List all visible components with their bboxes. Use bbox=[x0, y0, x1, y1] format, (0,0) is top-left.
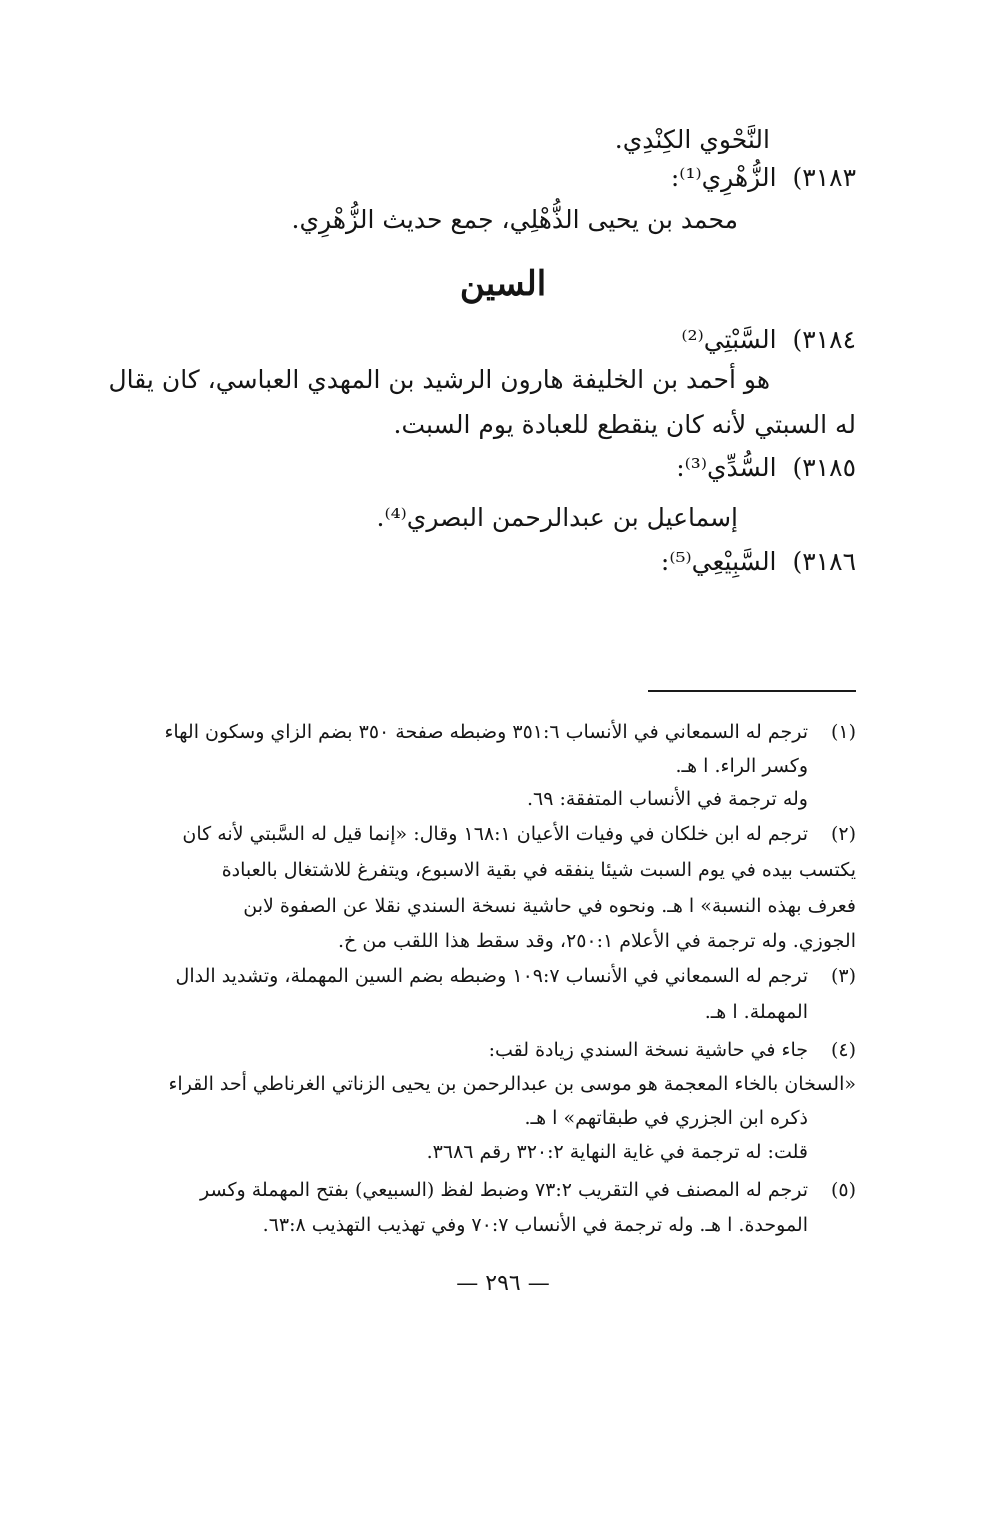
entry-3183 bbox=[671, 160, 856, 196]
body-line-3184-text-1: هو أحمد بن الخليفة هارون الرشيد بن المهدي العباسي، كان يقال bbox=[108, 365, 770, 394]
footnote-2-line-3: فعرف بهذه النسبة» ا هـ. ونحوه في حاشية نسخة السندي نقلا عن الصفوة لابن bbox=[243, 895, 856, 917]
footnote-1-line-3: وله ترجمة في الأنساب المتفقة: ٦٩. bbox=[526, 788, 808, 810]
footnote-3-line-2: المهملة. ا هـ. bbox=[704, 1001, 808, 1023]
footnote-2-line-2: يكتسب بيده في يوم السبت شيئا ينفقه في بقية الاسبوع، ويتفرغ للاشتغال بالعبادة bbox=[221, 859, 856, 881]
footnote-5-line-2: الموحدة. ا هـ. وله ترجمة في الأنساب ٧٠:٧ وفي تهذيب التهذيب ٦٣:٨. bbox=[262, 1214, 808, 1236]
footnote-number: (١) bbox=[830, 721, 856, 743]
footnote-number: (٥) bbox=[830, 1179, 856, 1201]
entry-3185 bbox=[676, 450, 856, 486]
footnote-separator bbox=[648, 690, 856, 692]
footnote-number: (٤) bbox=[830, 1039, 856, 1061]
footnote-5-line-1: ترجم له المصنف في التقريب ٧٣:٢ وضبط لفظ (السبيعي) بفتح المهملة وكسر bbox=[200, 1179, 808, 1201]
footnote-4-line-3: ذكره ابن الجزري في طبقاتهم» ا هـ. bbox=[524, 1107, 808, 1129]
footnote-1-line-1: ترجم له السمعاني في الأنساب ٣٥١:٦ وضبطه صفحة ٣٥٠ بضم الزاي وسكون الهاء bbox=[164, 721, 808, 743]
footnote-3-line-1: ترجم له السمعاني في الأنساب ١٠٩:٧ وضبطه بضم السين المهملة، وتشديد الدال bbox=[175, 965, 808, 987]
entry-title: السُّدِّي⁽³⁾: bbox=[676, 453, 777, 482]
body-line-3184-text-2: له السبتي لأنه كان ينقطع للعبادة يوم السبت. bbox=[393, 410, 856, 439]
footnote-4-line-4: قلت: له ترجمة في غاية النهاية ٣٢٠:٢ رقم ٣٦٨٦. bbox=[426, 1141, 808, 1163]
entry-number: ٣١٨٥) bbox=[792, 453, 856, 482]
entry-number: ٣١٨٦) bbox=[792, 547, 856, 576]
entry-title: السَّبْتِي⁽²⁾ bbox=[681, 325, 777, 354]
entry-number: ٣١٨٣) bbox=[792, 163, 856, 192]
page-number: — ٢٩٦ — bbox=[456, 1271, 550, 1296]
body-line-1: النَّحْوي الكِنْدِي. bbox=[614, 125, 770, 154]
body-line-3185-text: إسماعيل بن عبدالرحمن البصري⁽⁴⁾. bbox=[376, 503, 738, 532]
entry-number: ٣١٨٤) bbox=[792, 325, 856, 354]
footnote-number: (٢) bbox=[830, 823, 856, 845]
entry-title: الزُّهْرِي⁽¹⁾: bbox=[670, 163, 777, 192]
footnote-4-line-1: جاء في حاشية نسخة السندي زيادة لقب: bbox=[488, 1039, 808, 1061]
footnote-4-line-2: «السخان بالخاء المعجمة هو موسى بن عبدالرحمن بن يحيى الزناتي الغرناطي أحد القراء bbox=[168, 1073, 856, 1095]
entry-title: السَّبِيْعِي⁽⁵⁾: bbox=[660, 547, 777, 576]
footnote-2-line-4: الجوزي. وله ترجمة في الأعلام ٢٥٠:١، وقد سقط هذا اللقب من خ. bbox=[338, 930, 856, 952]
body-line-3183-text: محمد بن يحيى الذُّهْلِي، جمع حديث الزُّهْرِي. bbox=[291, 205, 738, 234]
footnote-2-line-1: ترجم له ابن خلكان في وفيات الأعيان ١٦٨:١ وقال: «إنما قيل له السَّبتي لأنه كان bbox=[182, 823, 808, 845]
entry-3186 bbox=[661, 544, 856, 580]
footnote-number: (٣) bbox=[830, 965, 856, 987]
entry-3184 bbox=[681, 322, 856, 358]
footnote-1-line-2: وكسر الراء. ا هـ. bbox=[675, 755, 808, 777]
section-heading: السين bbox=[459, 264, 547, 304]
